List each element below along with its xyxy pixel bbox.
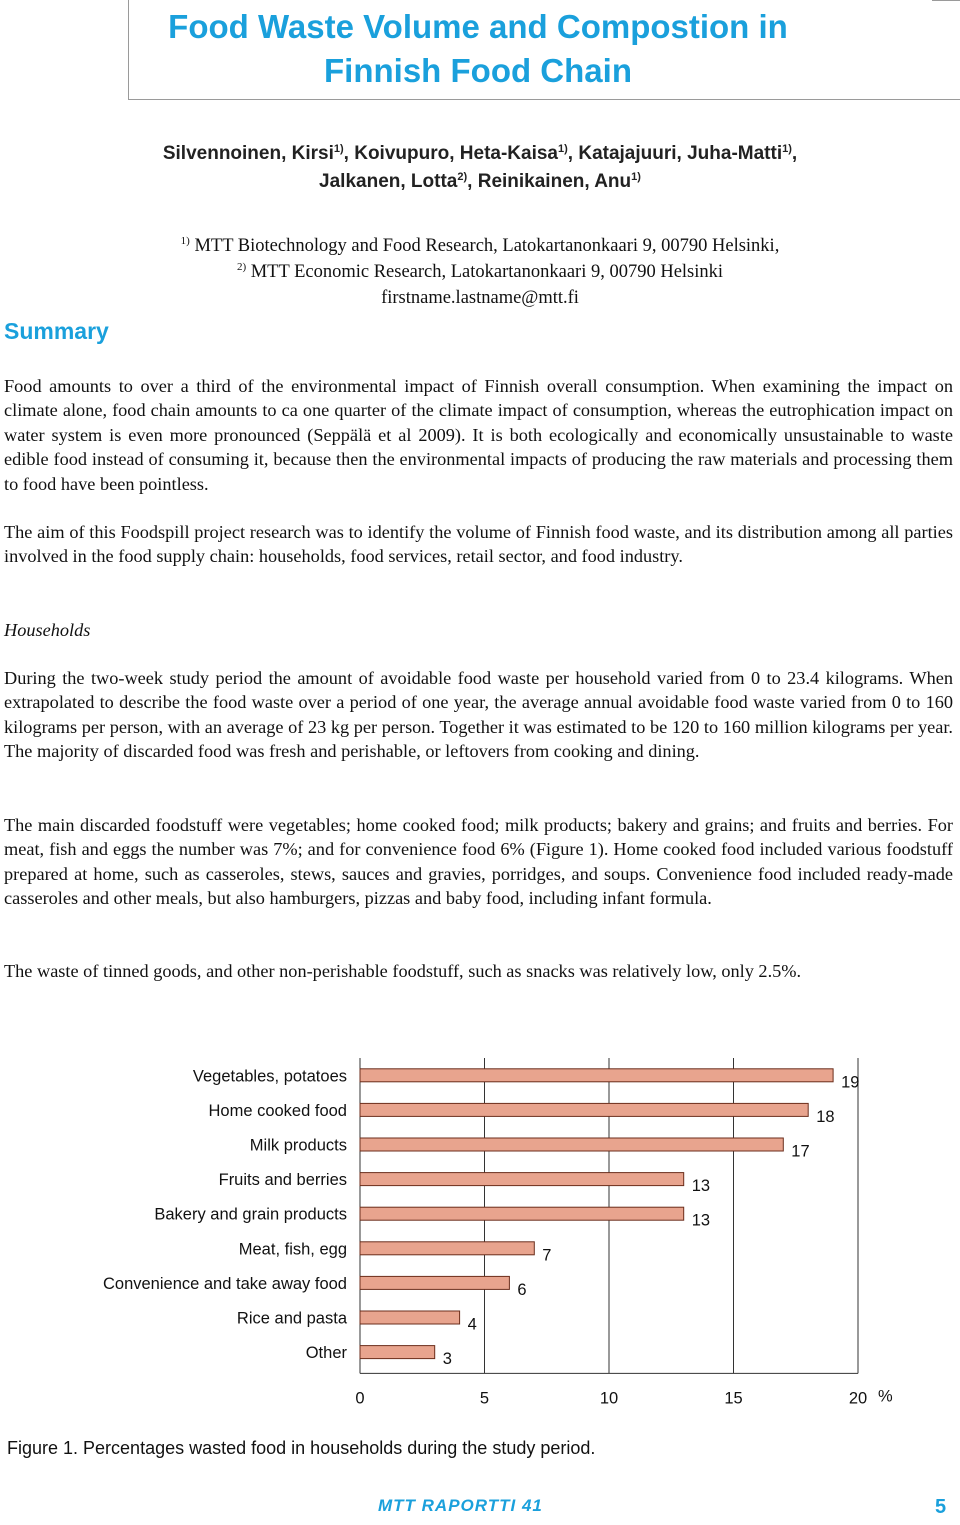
tick-label-0: 0: [355, 1389, 365, 1408]
bar-2: [360, 1138, 783, 1151]
category-label-2: Milk products: [249, 1136, 347, 1155]
bar-5: [360, 1242, 534, 1255]
author-name: Reinikainen, Anu: [477, 171, 632, 192]
category-label-1: Home cooked food: [208, 1101, 347, 1120]
category-label-4: Bakery and grain products: [154, 1205, 347, 1224]
paragraph-households: During the two-week study period the amount of avoidable food waste per household varied from 0 to 23.4 kilograms. When extrapolated to describe the food waste over a period of one year, the average annual avoidable food waste varied from 0 to 160 kilograms per person, with an average of 23 kg per person. Together it was estimated to be 120 to 160 million kilograms per year. The majority of discarded food was fresh and perishable, or leftovers from cooking and dining.: [4, 668, 953, 762]
value-label-1: 18: [816, 1107, 835, 1126]
affiliation-1: $^{1)}$ MTT Biotechnology and Food Research, Latokartanonkaari 9, 00790 Helsinki,: [180, 235, 780, 256]
bar-7: [360, 1311, 460, 1324]
author-affil-mark: 2): [457, 171, 468, 183]
page-number: 5: [935, 1496, 947, 1518]
category-label-0: Vegetables, potatoes: [192, 1067, 347, 1086]
author-affil-mark: 1): [631, 171, 641, 183]
author-affil-mark: 1): [558, 143, 568, 155]
author-affil-mark: 1): [782, 143, 792, 155]
author-name: Koivupuro, Heta-Kaisa: [354, 143, 558, 164]
affiliations: [0, 233, 960, 311]
value-label-4: 13: [691, 1211, 711, 1230]
value-label-5: 7: [542, 1246, 552, 1265]
figure-caption: Figure 1. Percentages wasted food in households during the study period.: [7, 1438, 596, 1458]
title-block: [0, 0, 960, 100]
footer-series: MTT RAPORTTI 41: [378, 1496, 543, 1515]
category-label-6: Convenience and take away food: [102, 1274, 347, 1293]
value-label-7: 4: [467, 1315, 477, 1334]
author-line-1: Silvennoinen, Kirsi$^{1)}$, Koivupuro, Heta-Kaisa$^{1)}$, Katajajuuri, Juha-Matti$^{1)}$,: [162, 143, 798, 164]
bar-1: [360, 1103, 808, 1116]
author-affil-mark: 1): [333, 143, 344, 155]
paragraph-intro: Food amounts to over a third of the environmental impact of Finnish overall consumption. When examining the impact on climate alone, food chain amounts to ca one quarter of the climate impact of consumption, whereas the eutrophication impact on water system is even more pronounced (Seppälä et al 2009). It is both ecologically and economically unsustainable to waste edible food instead of consuming it, because then the environmental impacts of producing the raw materials and processing them to food have been pointless.: [4, 376, 953, 494]
affiliation-2: $^{2)}$ MTT Economic Research, Latokartanonkaari 9, 00790 Helsinki: [236, 261, 724, 282]
households-heading: Households: [4, 620, 91, 640]
category-label-7: Rice and pasta: [236, 1309, 347, 1328]
value-label-6: 6: [517, 1280, 527, 1299]
bar-4: [360, 1207, 684, 1220]
tick-label-3: 15: [724, 1389, 743, 1408]
author-name: Silvennoinen, Kirsi: [162, 143, 334, 164]
x-axis-label: %: [878, 1387, 893, 1406]
summary-heading: Summary: [4, 318, 109, 344]
category-label-3: Fruits and berries: [218, 1171, 347, 1190]
author-list: [0, 140, 960, 196]
bar-3: [360, 1173, 684, 1186]
page-title: [128, 5, 828, 93]
title-line-2: Finnish Food Chain: [324, 52, 632, 89]
paragraph-foodstuff: The main discarded foodstuff were vegetables; home cooked food; milk products; bakery and grains; and fruits and berries. For meat, fish and eggs the number was 7%; and for convenience food 6% (Figure 1). Home cooked food included various foodstuff prepared at home, such as casseroles, stews, sauces and gravies, porridges, and soups. Convenience food included ready-made casseroles and other meals, but also hamburgers, pizzas and baby food, including infant formula.: [4, 815, 953, 909]
tick-label-1: 5: [479, 1389, 490, 1408]
bar-0: [360, 1069, 833, 1082]
tick-label-2: 10: [599, 1389, 619, 1408]
title-rule-bottom: [128, 99, 960, 100]
paragraph-nonperishable: The waste of tinned goods, and other non-perishable foodstuff, such as snacks was relatively low, only 2.5%.: [4, 961, 802, 981]
category-label-8: Other: [305, 1344, 347, 1363]
value-label-2: 17: [791, 1142, 810, 1161]
bar-6: [360, 1276, 509, 1289]
bar-chart: [0, 1040, 960, 1420]
title-line-1: Food Waste Volume and Compostion in: [168, 8, 788, 45]
paragraph-aim: The aim of this Foodspill project research was to identify the volume of Finnish food waste, and its distribution among all parties involved in the food supply chain: households, food services, retail sector, and food industry.: [4, 522, 953, 567]
author-name: Jalkanen, Lotta: [319, 171, 458, 192]
author-name: Katajajuuri, Juha-Matti: [578, 143, 783, 164]
title-rule-top: [932, 0, 960, 1]
category-label-5: Meat, fish, egg: [238, 1240, 347, 1259]
value-label-8: 3: [442, 1350, 452, 1369]
bar-8: [360, 1346, 435, 1359]
contact-email: firstname.lastname@mtt.fi: [381, 288, 579, 308]
author-line-2: Jalkanen, Lotta$^{2)}$, Reinikainen, Anu$^{1)}$: [319, 171, 641, 192]
value-label-3: 13: [691, 1177, 711, 1196]
tick-label-4: 20: [848, 1389, 868, 1408]
value-label-0: 19: [841, 1073, 860, 1092]
